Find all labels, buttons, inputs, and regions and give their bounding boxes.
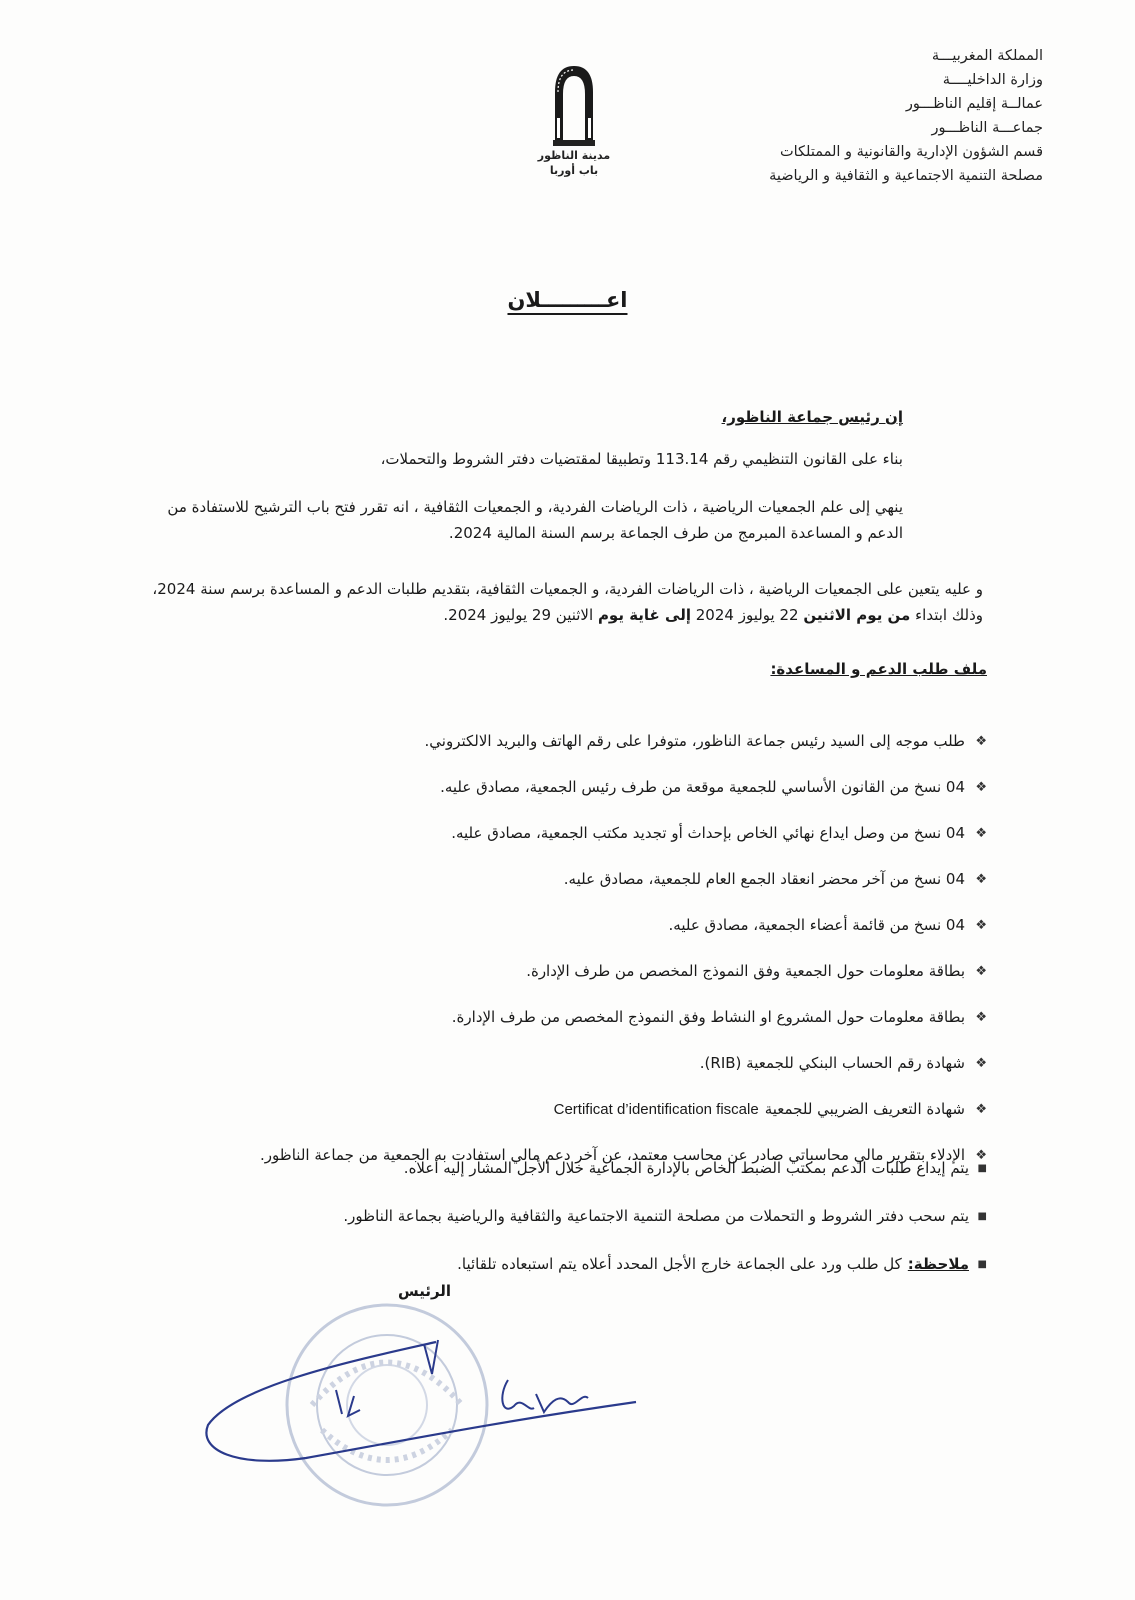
handwritten-signature-icon xyxy=(196,1330,646,1480)
letterhead-line-kingdom: المملكة المغربيـــة xyxy=(931,48,1043,64)
square-bullet-icon: ■ xyxy=(977,1210,987,1222)
requirement-text: 04 نسخ من وصل ايداع نهائي الخاص بإحداث أو تجديد مكتب الجمعية، مصادق عليه. xyxy=(451,824,965,842)
list-item xyxy=(107,810,987,856)
diamond-bullet-icon: ❖ xyxy=(975,871,987,887)
list-item xyxy=(107,1086,987,1132)
announcement-title xyxy=(0,288,1135,312)
list-item xyxy=(107,764,987,810)
diamond-bullet-icon: ❖ xyxy=(975,1101,987,1117)
note-text: يتم سحب دفتر الشروط و التحملات من مصلحة التنمية الاجتماعية والثقافية والرياضية بجماعة الناظور. xyxy=(343,1207,969,1225)
square-bullet-icon: ■ xyxy=(977,1258,987,1270)
signer-title: الرئيس xyxy=(398,1282,452,1300)
list-item xyxy=(107,1144,987,1192)
requirement-text: 04 نسخ من آخر محضر انعقاد الجمع العام للجمعية، مصادق عليه. xyxy=(563,870,965,888)
requirement-text: شهادة التعريف الضريبي للجمعية xyxy=(764,1100,965,1118)
diamond-bullet-icon: ❖ xyxy=(975,1055,987,1071)
list-item xyxy=(107,994,987,1040)
fiscal-certificate-french: Certificat d’identification fiscale xyxy=(553,1100,759,1118)
remark-text: كل طلب ورد على الجماعة خارج الأجل المحدد أعلاه يتم استبعاده تلقائيا. xyxy=(457,1255,902,1273)
square-bullet-icon: ■ xyxy=(977,1162,987,1174)
list-item xyxy=(107,902,987,948)
list-item xyxy=(107,1192,987,1240)
arch-gate-icon xyxy=(551,62,597,148)
deadline-until-label: إلى غاية يوم xyxy=(597,606,691,624)
diamond-bullet-icon: ❖ xyxy=(975,917,987,933)
deadline-text-1: و عليه يتعين على الجمعيات الرياضية ، ذات الرياضات الفردية، و الجمعيات الثقافية، بتقديم طلبات الدعم و المساعدة برسم سنة 2024، وذلك ابتداء xyxy=(152,580,983,624)
announcement-title-text: اعـــــــــلان xyxy=(507,288,628,312)
letterhead-line-division: قسم الشؤون الإدارية والقانونية و الممتلكات xyxy=(779,144,1043,160)
requirement-text: 04 نسخ من قائمة أعضاء الجمعية، مصادق عليه. xyxy=(668,916,965,934)
diamond-bullet-icon: ❖ xyxy=(975,779,987,795)
letterhead-line-service: مصلحة التنمية الاجتماعية و الثقافية و الرياضية xyxy=(769,168,1043,184)
logo-caption-city: مدينة الناظور xyxy=(537,149,611,162)
notes-list xyxy=(107,1144,987,1288)
section-title-application-file: ملف طلب الدعم و المساعدة: xyxy=(770,660,987,678)
list-item xyxy=(107,1240,987,1288)
requirement-text: شهادة رقم الحساب البنكي للجمعية (RIB). xyxy=(699,1054,965,1072)
requirement-text: بطاقة معلومات حول المشروع او النشاط وفق النموذج المخصص من طرف الإدارة. xyxy=(451,1008,965,1026)
requirement-text: 04 نسخ من القانون الأساسي للجمعية موقعة من طرف رئيس الجمعية، مصادق عليه. xyxy=(440,778,965,796)
logo-caption-gate: باب أوربا xyxy=(549,164,599,177)
paragraph-legal-basis: بناء على القانون التنظيمي رقم 113.14 وتطبيقا لمقتضيات دفتر الشروط والتحملات، xyxy=(380,450,903,468)
letterhead xyxy=(663,44,1043,188)
deadline-start-date: 22 يوليوز 2024 xyxy=(695,606,799,624)
list-item xyxy=(107,856,987,902)
paragraph-deadline xyxy=(133,576,983,628)
diamond-bullet-icon: ❖ xyxy=(975,825,987,841)
diamond-bullet-icon: ❖ xyxy=(975,963,987,979)
requirement-text: طلب موجه إلى السيد رئيس جماعة الناظور، متوفرا على رقم الهاتف والبريد الالكتروني. xyxy=(424,732,965,750)
list-item xyxy=(107,1040,987,1086)
requirements-list xyxy=(107,718,987,1178)
note-text: يتم إيداع طلبات الدعم بمكتب الضبط الخاص بالإدارة الجماعية خلال الأجل المشار إليه أعلاه. xyxy=(403,1159,969,1177)
letterhead-line-ministry: وزارة الداخليــــة xyxy=(942,72,1043,88)
city-logo xyxy=(534,62,614,178)
requirement-text: بطاقة معلومات حول الجمعية وفق النموذج المخصص من طرف الإدارة. xyxy=(526,962,965,980)
deadline-end-date: الاثنين 29 يوليوز 2024. xyxy=(443,606,594,624)
remark-label: ملاحظة: xyxy=(907,1255,969,1273)
requirement-text: الإدلاء بتقرير مالي محاسباتي صادر عن محاسب معتمد، عن آخر دعم مالي استفادت به الجمعية من جماعة الناظور. xyxy=(260,1146,965,1164)
list-item xyxy=(107,718,987,764)
diamond-bullet-icon: ❖ xyxy=(975,733,987,749)
diamond-bullet-icon: ❖ xyxy=(975,1009,987,1025)
paragraph-announcement: ينهي إلى علم الجمعيات الرياضية ، ذات الرياضات الفردية، و الجمعيات الثقافية ، انه تقرر فتح باب الترشيح للاستفادة من الدعم و المساعدة المبرمج من طرف الجماعة برسم السنة المالية 2024. xyxy=(167,498,903,542)
salutation: إن رئيس جماعة الناظور، xyxy=(721,408,903,426)
list-item xyxy=(107,948,987,994)
letterhead-line-prefecture: عمالــة إقليم الناظـــور xyxy=(905,96,1043,112)
diamond-bullet-icon: ❖ xyxy=(975,1147,987,1163)
letterhead-line-commune: جماعـــة الناظـــور xyxy=(931,120,1043,136)
deadline-from-label: من يوم الاثنين xyxy=(803,606,911,624)
